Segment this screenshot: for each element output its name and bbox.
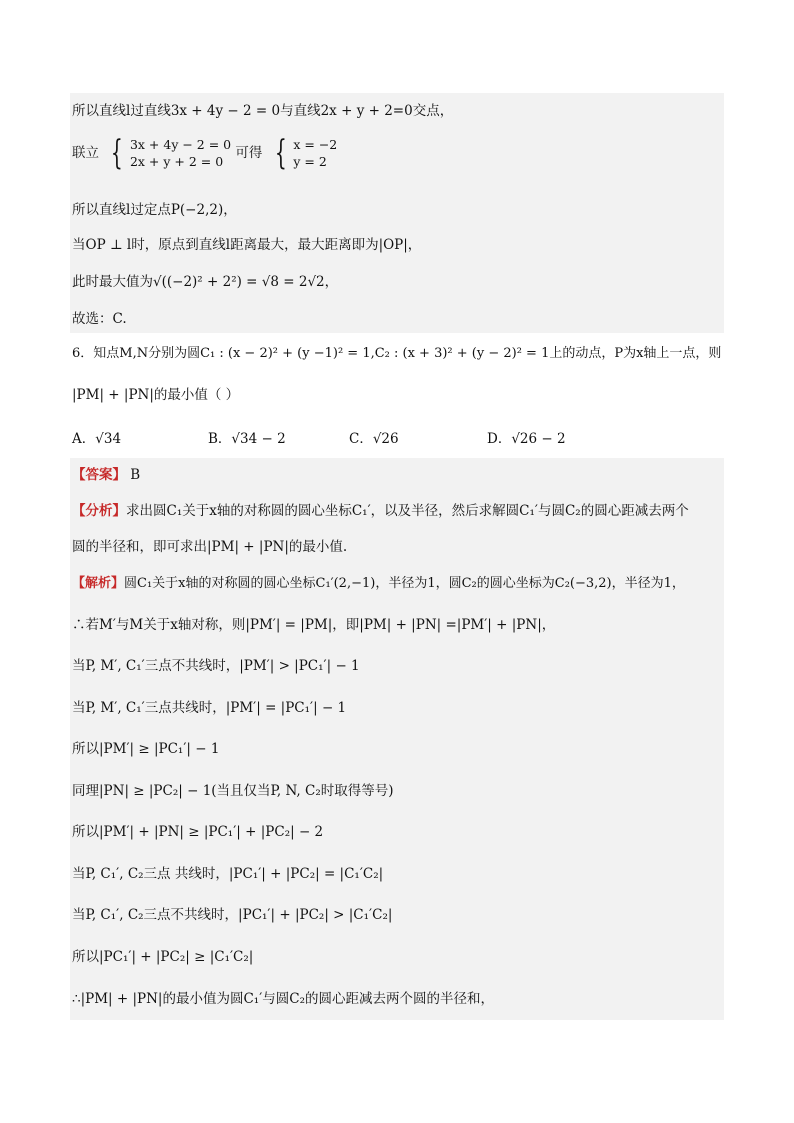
text-line-1: 所以直线l过直线3x + 4y − 2 = 0与直线2x + y + 2=0交点，: [72, 103, 454, 119]
system-line: [72, 133, 338, 173]
analysis-line-1: [72, 502, 689, 520]
analysis-line-2: 圆的半径和，即可求出|PM| + |PN|的最小值.: [72, 539, 348, 555]
solution-line-8: 当P, C₁′, C₂三点 共线时，|PC₁′| + |PC₂| = |C₁′C₂|: [72, 866, 384, 882]
option-c: C．√26: [349, 431, 399, 447]
solution-line-9: 当P, C₁′, C₂三点不共线时，|PC₁′| + |PC₂| > |C₁′C₂|: [72, 907, 393, 923]
solution-tag: 【解析】: [72, 576, 125, 591]
solution-line-2: ∴若M′与M关于x轴对称，则|PM′| = |PM|，即|PM| + |PN| =|PM′| + |PN|，: [72, 617, 556, 633]
analysis-text-1: 求出圆C₁关于x轴的对称圆的圆心坐标C₁′，以及半径，然后求解圆C₁′与圆C₂的圆心距减去两个: [126, 503, 689, 519]
answer-tag: 【答案】: [72, 467, 126, 483]
system-res1: x = −2: [293, 137, 338, 152]
option-a: A．√34: [72, 431, 122, 447]
answer-value: B: [130, 467, 141, 483]
solution-line-11: ∴|PM| + |PN|的最小值为圆C₁′与圆C₂的圆心距减去两个圆的半径和，: [72, 991, 495, 1007]
system-res2: y = 2: [293, 154, 327, 169]
answer-line: [72, 466, 140, 484]
option-b: B．√34 − 2: [208, 431, 286, 447]
solution-system: [267, 133, 338, 173]
brace-icon: {: [111, 133, 124, 173]
solution-line-6: 同理|PN| ≥ |PC₂| − 1(当且仅当P, N, C₂时取得等号): [72, 783, 394, 799]
solution-line-4: 当P, M′, C₁′三点共线时，|PM′| = |PC₁′| − 1: [72, 700, 347, 716]
solution-line-7: 所以|PM′| + |PN| ≥ |PC₁′| + |PC₂| − 2: [72, 824, 324, 840]
system-prefix: 联立: [72, 145, 99, 161]
system-eq1: 3x + 4y − 2 = 0: [129, 137, 232, 152]
equation-system: [103, 133, 232, 173]
text-line-3: 所以直线l过定点P(−2,2)，: [72, 202, 237, 218]
solution-line-10: 所以|PC₁′| + |PC₂| ≥ |C₁′C₂|: [72, 949, 254, 965]
text-line-6: 故选：C.: [72, 311, 127, 327]
text-line-5: 此时最大值为√((−2)² + 2²) = √8 = 2√2，: [72, 274, 339, 290]
solution-line-5: 所以|PM′| ≥ |PC₁′| − 1: [72, 741, 220, 757]
brace-icon: {: [274, 133, 287, 173]
option-d: D．√26 − 2: [487, 431, 566, 447]
solution-text-1: 圆C₁关于x轴的对称圆的圆心坐标C₁′(2,−1)，半径为1，圆C₂的圆心坐标为C₂(−3,2)，半径为1，: [124, 576, 685, 591]
analysis-tag: 【分析】: [72, 503, 126, 519]
solution-line-1: [72, 575, 685, 593]
solution-line-3: 当P, M′, C₁′三点不共线时，|PM′| > |PC₁′| − 1: [72, 658, 360, 674]
system-mid: 可得: [235, 145, 263, 161]
question-6-line-2: |PM| + |PN|的最小值（ ）: [72, 387, 240, 403]
text-line-4: 当OP ⊥ l时，原点到直线l距离最大，最大距离即为|OP|，: [72, 237, 422, 253]
system-eq2: 2x + y + 2 = 0: [129, 154, 224, 169]
question-6-line-1: 6．知点M,N分别为圆C₁ : (x − 2)² + (y −1)² = 1,C₂ : (x + 3)² + (y − 2)² = 1上的动点，P为x轴上一点，则: [72, 346, 722, 361]
